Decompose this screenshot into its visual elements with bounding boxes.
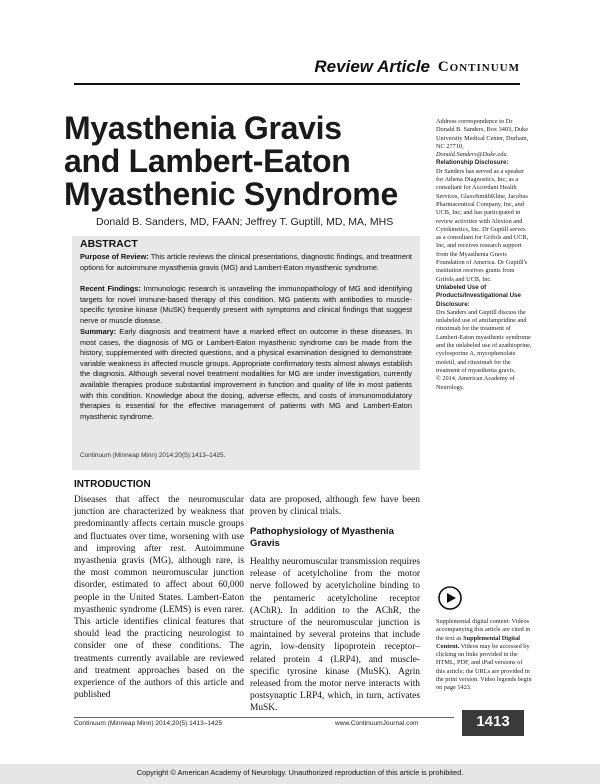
- abstract-heading: ABSTRACT: [80, 238, 138, 250]
- unlabeled-use-disclosure: [436, 284, 532, 375]
- introduction-heading: INTRODUCTION: [74, 479, 151, 490]
- title-line-1: Myasthenia Gravis: [64, 110, 342, 146]
- supplemental-link[interactable]: Supplemental Digital Content.: [436, 634, 520, 650]
- purpose-text: This article reviews the clinical presentations, diagnostic findings, and treatment options for autoimmune myasthenia gravis (MG) and Lambert-Eaton myasthenic syndrome.: [80, 252, 412, 272]
- article-title: [64, 112, 424, 211]
- findings-label: Recent Findings:: [80, 284, 141, 293]
- purpose-label: Purpose of Review:: [80, 252, 149, 261]
- footer-url[interactable]: www.ContinuumJournal.com: [335, 720, 419, 727]
- article-type-label: Review Article: [314, 57, 430, 76]
- author-list: Donald B. Sanders, MD, FAAN; Jeffrey T. Guptill, MD, MA, MHS: [96, 216, 394, 228]
- pathophysiology-heading: Pathophysiology of Myasthenia Gravis: [250, 526, 394, 549]
- abstract-summary: [80, 327, 412, 422]
- sidebar-notes: [436, 118, 532, 392]
- journal-logo: Continuum: [437, 59, 520, 75]
- correspondence-address: [436, 118, 532, 159]
- sidebar-copyright: © 2014, American Academy of Neurology.: [436, 375, 515, 391]
- footer-citation: Continuum (Minneap Minn) 2014;20(5):1413–1425: [74, 720, 223, 727]
- relationship-disclosure: [436, 159, 532, 283]
- footer-divider: [74, 717, 454, 718]
- supplemental-text-1: Supplemental digital content: Videos accompanying this article are cited in the text as: [436, 618, 531, 642]
- abstract-citation: Continuum (Minneap Minn) 2014;20(5):1413–1425.: [80, 452, 226, 459]
- copyright-notice: Copyright © American Academy of Neurology. Unauthorized reproduction of this article is prohibited.: [136, 768, 464, 777]
- body-column-2-top: data are proposed, although few have been proven by clinical trials.: [250, 495, 420, 518]
- summary-label: Summary:: [80, 327, 117, 336]
- abstract-purpose: [80, 252, 412, 273]
- header-divider: [74, 83, 520, 85]
- title-line-2: and Lambert-Eaton: [64, 143, 351, 179]
- correspondence-email[interactable]: Donald.Sanders@Duke.edu.: [436, 151, 509, 159]
- findings-text: Immunologic research is unraveling the immunopathology of MG and identifying targets for novel immune-based therapy of this condition. MG patients with antibodies to muscle-specific tyrosine kinase (MuSK) frequently present with symptoms and clinical findings that suggest nerve or muscle disease.: [80, 284, 412, 325]
- relationship-label: Relationship Disclosure:: [436, 159, 509, 167]
- summary-text: Early diagnosis and treatment have a marked effect on outcome in these diseases. In most cases, the diagnosis of MG or Lambert-Eaton myasthenic syndrome can be made from the history, supplemented with directed questions, and a physical examination designed to demonstrate variable weakness in affected muscle groups. Appropriate confirmatory tests almost always establish the diagnosis. Although several novel treatment modalities for MG are under investigation, currently available therapies produce substantial improvement in function and quality of life in most patients with this condition. Knowledge about the dosing, adverse effects, and costs of immunomodulatory therapies is essential for the effective management of patients with MG and Lambert-Eaton myasthenic syndrome.: [80, 327, 412, 421]
- unlabeled-text: Drs Sanders and Guptill discuss the unlabeled use of amifampridine and rituximab for the treatment of Lambert-Eaton myasthenic syndrome and the unlabeled use of azathioprine, cyclosporine A, mycophenolate mofetil, and rituximab for the treatment of myasthenia gravis.: [436, 308, 532, 374]
- body-column-2: Healthy neuromuscular transmission requires release of acetylcholine from the motor nerve followed by acetylcholine binding to the pentameric acetylcholine receptor (AChR). In addition to the AChR, the structure of the neuromuscular junction is maintained by several proteins that include agrin, low-density lipoprotein receptor–related protein 4 (LRP4), and muscle-specific tyrosine kinase (MuSK). Agrin released from the motor nerve interacts with postsynaptic LRP4, which, in turn, activates MuSK.: [250, 557, 421, 714]
- relationship-text: Dr Sanders has served as a speaker for Athena Diagnostics, Inc; as a consultant for Accordant Health Services, GlaxoSmithKline, Jacobus Pharmaceutical Company, Inc, and UCB, Inc; and has participated in review activities with Alexion and Cytokinetics, Inc. Dr Guptill serves as a consultant for Grifols and UCB, Inc, and receives research support from the Myasthenia Gravis Foundation of America. Dr Guptill's institution receives grants from Grifols and UCB, Inc.: [436, 167, 529, 283]
- page-number: 1413: [476, 713, 510, 730]
- page-header: [74, 57, 520, 81]
- abstract-findings: [80, 284, 412, 326]
- unlabeled-label: Unlabeled Use of Products/Investigational Use Disclosure:: [436, 283, 521, 308]
- address-text: Address correspondence to Dr Donald B. Sanders, Box 3403, Duke University Medical Center, Durham, NC 27710,: [436, 118, 529, 150]
- body-column-1: Diseases that affect the neuromuscular junction are characterized by weakness that predominantly affects certain muscle groups and fluctuates over time, worsening with use and improving after rest. Autoimmune myasthenia gravis (MG), although rare, is the most common neuromuscular junction disorder, estimated to affect about 60,000 people in the United States. Lambert-Eaton myasthenic syndrome (LEMS) is even rarer. This article identifies clinical features that should lead the practicing neurologist to consider one of these conditions. The treatments currently available are reviewed and treatment approaches based on the experience of the authors of this article and published: [74, 495, 244, 701]
- supplemental-note: [436, 618, 532, 693]
- supplemental-text-2: Videos may be accessed by clicking on links provided in the HTML, PDF, and iPad versions of this article; the URLs are provided in the print version. Video legends begin on page 1423.: [436, 642, 532, 692]
- play-circle-icon[interactable]: [438, 586, 462, 610]
- title-line-3: Myasthenic Syndrome: [64, 176, 398, 212]
